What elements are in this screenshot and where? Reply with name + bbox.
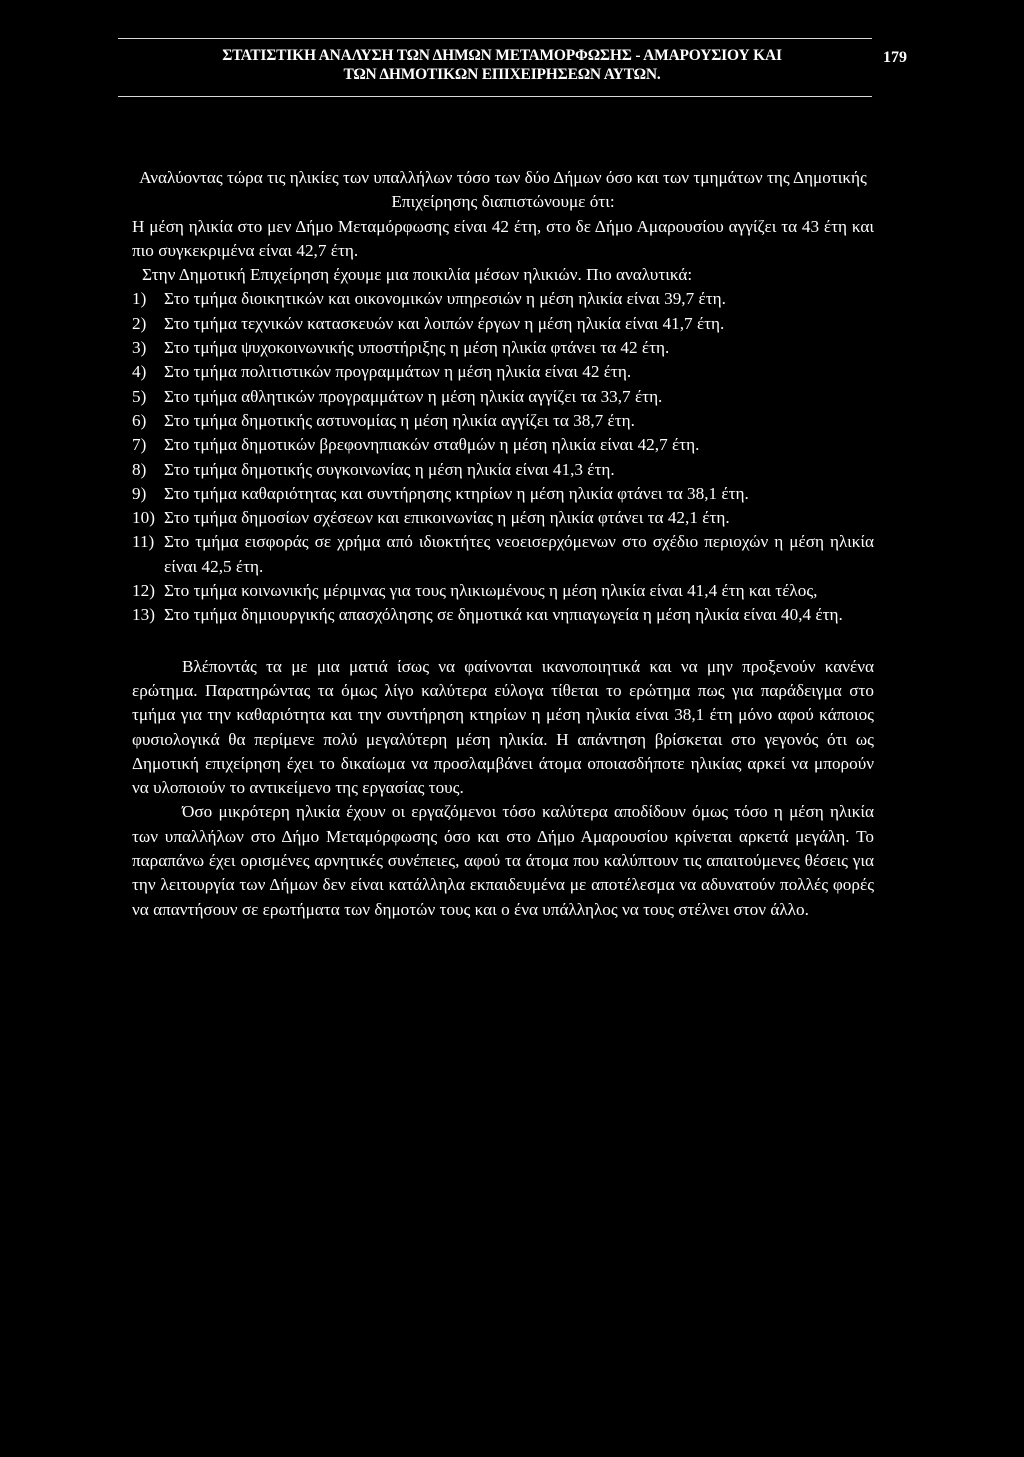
list-number: 12)	[132, 581, 155, 601]
conclusion-paragraph-2: Όσο μικρότερη ηλικία έχουν οι εργαζόμενοι τόσο καλύτερα αποδίδουν όμως τόσο η μέση ηλικία των υπαλλήλων στο Δήμο Μεταμόρφωσης όσο και στο Δήμο Αμαρουσίου κρίνεται αρκετά μεγάλη. Το παραπάνω έχει ορισμένες αρνητικές συνέπειες, αφού τα άτομα που καλύπτουν τις απαιτούμενες θέσεις για την λειτουργία των Δήμων δεν είναι κατάλληλα εκπαιδευμένα με αποτέλεσμα να αδυνατούν πολλές φορές να απαντήσουν σε ερωτήματα των δημοτών τους και ο ένα υπάλληλος να τους στέλνει στον άλλο.	[132, 802, 874, 919]
list-text: Στο τμήμα δημοτικών βρεφονηπιακών σταθμών η μέση ηλικία είναι 42,7 έτη.	[164, 435, 700, 455]
list-item	[132, 287, 874, 311]
list-number: 6)	[132, 410, 147, 430]
list-item	[132, 433, 874, 457]
list-item	[132, 603, 874, 627]
list-text: Στο τμήμα δημοσίων σχέσεων και επικοινωνίας η μέση ηλικία φτάνει τα 42,1 έτη.	[164, 508, 730, 528]
list-text: Στο τμήμα δημοτικής συγκοινωνίας η μέση ηλικία είναι 41,3 έτη.	[164, 459, 615, 479]
page-body	[132, 166, 874, 922]
list-text: Στο τμήμα αθλητικών προγραμμάτων η μέση ηλικία αγγίζει τα 33,7 έτη.	[164, 386, 663, 406]
list-item	[132, 530, 874, 579]
list-text: Στο τμήμα εισφοράς σε χρήμα από ιδιοκτήτες νεοεισερχόμενων στο σχέδιο περιοχών η μέση ηλικία είναι 42,5 έτη.	[164, 532, 874, 576]
list-number: 5)	[132, 386, 147, 406]
list-text: Στο τμήμα δημιουργικής απασχόλησης σε δημοτικά και νηπιαγωγεία η μέση ηλικία είναι 40,4 έτη.	[164, 605, 843, 625]
list-number: 11)	[132, 532, 155, 552]
section-gap	[132, 628, 874, 655]
list-text: Στο τμήμα πολιτιστικών προγραμμάτων η μέση ηλικία είναι 42 έτη.	[164, 362, 632, 382]
list-item	[132, 458, 874, 482]
list-item	[132, 336, 874, 360]
list-text: Στο τμήμα δημοτικής αστυνομίας η μέση ηλικία αγγίζει τα 38,7 έτη.	[164, 410, 635, 430]
intro-summary: Η μέση ηλικία στο μεν Δήμο Μεταμόρφωσης είναι 42 έτη, στο δε Δήμο Αμαρουσίου αγγίζει τα 43 έτη και πιο συγκεκριμένα είναι 42,7 έτη.	[132, 216, 874, 260]
list-number: 2)	[132, 313, 147, 333]
list-item	[132, 385, 874, 409]
intro-paragraph: Αναλύοντας τώρα τις ηλικίες των υπαλλήλων τόσο των δύο Δήμων όσο και των τμημάτων της Δημοτικής Επιχείρησης διαπιστώνουμε ότι:	[139, 168, 867, 212]
page-number: 179	[883, 49, 907, 66]
header-rule-bottom	[118, 96, 872, 97]
list-item	[132, 506, 874, 530]
list-text: Στο τμήμα ψυχοκοινωνικής υποστήριξης η μέση ηλικία φτάνει τα 42 έτη.	[164, 338, 670, 358]
list-number: 1)	[132, 289, 147, 309]
running-header-line2: ΤΩΝ ΔΗΜΟΤΙΚΩΝ ΕΠΙΧΕΙΡΗΣΕΩΝ ΑΥΤΩΝ.	[343, 66, 661, 83]
list-number: 8)	[132, 459, 147, 479]
list-number: 4)	[132, 362, 147, 382]
list-number: 3)	[132, 338, 147, 358]
running-header-line1: ΣΤΑΤΙΣΤΙΚΗ ΑΝΑΛΥΣΗ ΤΩΝ ΔΗΜΩΝ ΜΕΤΑΜΟΡΦΩΣΗΣ - ΑΜΑΡΟΥΣΙΟΥ ΚΑΙ	[222, 47, 782, 64]
age-list	[132, 287, 874, 627]
list-item	[132, 409, 874, 433]
list-text: Στο τμήμα τεχνικών κατασκευών και λοιπών έργων η μέση ηλικία είναι 41,7 έτη.	[164, 313, 725, 333]
list-item	[132, 482, 874, 506]
list-item	[132, 360, 874, 384]
list-number: 13)	[132, 605, 155, 625]
header-rule-top	[118, 38, 872, 39]
list-text: Στο τμήμα διοικητικών και οικονομικών υπηρεσιών η μέση ηλικία είναι 39,7 έτη.	[164, 289, 726, 309]
list-number: 7)	[132, 435, 147, 455]
list-text: Στο τμήμα καθαριότητας και συντήρησης κτηρίων η μέση ηλικία φτάνει τα 38,1 έτη.	[164, 483, 749, 503]
list-text: Στο τμήμα κοινωνικής μέριμνας για τους ηλικιωμένους η μέση ηλικία είναι 41,4 έτη και τέλος,	[164, 581, 818, 601]
list-item	[132, 579, 874, 603]
list-item	[132, 312, 874, 336]
list-number: 9)	[132, 483, 147, 503]
intro-lead-in: Στην Δημοτική Επιχείρηση έχουμε μια ποικιλία μέσων ηλικιών. Πιο αναλυτικά:	[142, 265, 693, 285]
conclusion-paragraph-1: Βλέποντάς τα με μια ματιά ίσως να φαίνονται ικανοποιητικά και να μην προξενούν κανένα ερώτημα. Παρατηρώντας τα όμως λίγο καλύτερα εύλογα τίθεται το ερώτημα πως για παράδειγμα στο τμήμα για την καθαριότητα και την συντήρηση κτηρίων η μέση ηλικία είναι 38,1 έτη μόνο αφού κάποιος φυσιολογικά θα περίμενε πολύ μεγαλύτερη μέση ηλικία. Η απάντηση βρίσκεται στο γεγονός ότι ως Δημοτική επιχείρηση έχει το δικαίωμα να προσλαμβάνει άτομα οποιασδήποτε ηλικίας αρκεί να μπορούν να υλοποιούν το αντικείμενο της εργασίας τους.	[132, 656, 874, 798]
list-number: 10)	[132, 508, 155, 528]
running-header	[132, 46, 872, 84]
